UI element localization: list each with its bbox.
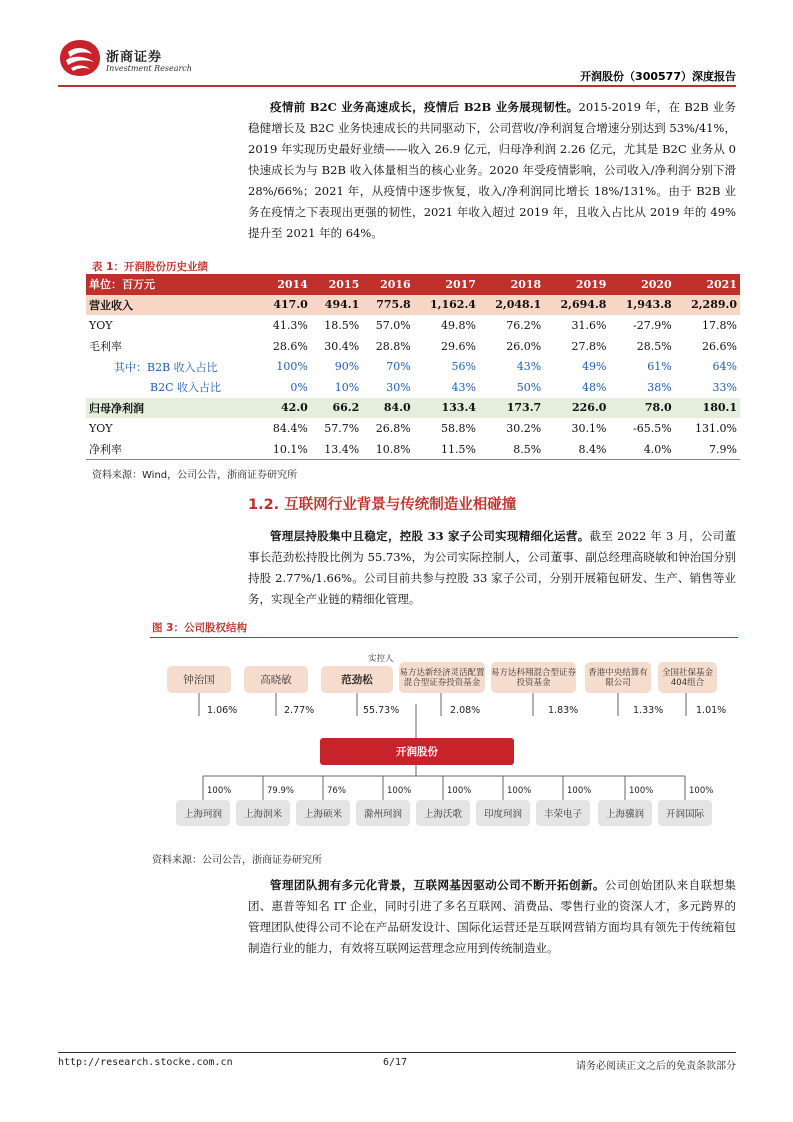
section-heading: 1.2. 互联网行业背景与传统制造业相碰撞 [248,497,517,513]
cell: 27.8% [571,339,607,353]
year-header: 2019 [544,274,609,295]
cell: 11.5% [414,439,479,460]
paragraph-management [248,875,736,959]
logo-subtext: Investment Research [106,64,192,73]
year-header: 2015 [311,274,362,295]
cell: 131.0% [695,421,737,435]
paragraph-performance [248,97,736,244]
cell: 49% [581,360,607,374]
subsidiary-box: 开润国际 [658,800,712,826]
cell: 28.5% [636,339,672,353]
year-header: 2021 [675,274,740,295]
shareholder-box: 易方达新经济灵活配置混合型证券投资基金 [399,662,485,693]
cell: 50% [516,380,542,394]
cell: 13.4% [311,439,362,460]
performance-table [86,274,740,460]
subsidiary-pct: 100% [629,786,654,796]
figure-divider [150,637,738,638]
holding-pct: 55.73% [363,705,400,716]
table-header-row [86,274,740,295]
cell: 100% [276,360,308,374]
cell: 26.6% [702,339,737,353]
cell: 38% [647,380,672,394]
subsidiary-box: 印度珂润 [476,800,530,826]
subsidiary-box: 上海珂润 [176,800,230,826]
cell: 58.8% [440,421,476,435]
cell: 18.5% [324,318,360,332]
cell: 70% [386,360,411,374]
footer-disclaimer: 请务必阅读正文之后的免责条款部分 [576,1061,736,1072]
cell: 43% [516,360,542,374]
paragraph-lead: 管理层持股集中且稳定，控股 33 家子公司实现精细化运营。 [270,529,590,543]
holding-pct: 1.83% [548,705,579,716]
logo-text: 浙商证券 [106,50,163,65]
table-row-net-profit [86,398,740,419]
footer-url[interactable]: http://research.stocke.com.cn [58,1057,233,1068]
cell: 26.8% [375,421,411,435]
cell: 28.6% [272,339,308,353]
paragraph-body: 截至 2022 年 3 月，公司董事长范劲松持股比例为 55.73%，为公司实际控制人，公司董事、副总经理高晓敏和钟治国分别持股 2.77%/1.66%。公司目前共参与控股 33 家子公司，分别开展箱包研发、生产、销售等业务，实现全产业链的精细化管理。 [248,529,736,606]
cell: -27.9% [633,318,672,332]
row-label: YOY [89,421,113,435]
subsidiary-box: 上海骥润 [598,800,652,826]
subsidiary-pct: 100% [507,786,532,796]
cell: 76.2% [506,318,542,332]
cell: 57.7% [324,421,360,435]
subsidiary-pct: 100% [387,786,412,796]
paragraph-body: 公司创始团队来自联想集团、惠普等知名 IT 企业，同时引进了多名互联网、消费品、零售行业的资深人才，多元跨界的管理团队使得公司不论在产品研发设计、国际化运营还是互联网营销方面均具有领先于传统箱包制造行业的能力，有效将互联网运营理念应用到传统制造业。 [248,878,737,955]
table-source: 资料来源：Wind，公司公告，浙商证券研究所 [92,470,298,481]
cell: 90% [334,360,360,374]
holding-pct: 2.77% [284,705,315,716]
cell: 8.5% [479,439,544,460]
cell: 33% [712,380,737,394]
table-title: 表 1：开润股份历史业绩 [92,261,208,273]
cell: 42.0 [259,398,310,419]
year-header: 2014 [259,274,310,295]
cell: 64% [712,360,737,374]
table-row-revenue [86,295,740,316]
cell: 57.0% [375,318,411,332]
unit-label: 单位：百万元 [86,274,259,295]
year-header: 2016 [362,274,413,295]
cell: 84.4% [272,421,308,435]
row-label: 净利率 [86,439,259,460]
cell: 30% [386,380,411,394]
cell: 10.1% [259,439,310,460]
subsidiary-box: 上海润米 [236,800,290,826]
cell: 30.4% [324,339,360,353]
cell: 26.0% [506,339,542,353]
cell: 133.4 [414,398,479,419]
holding-pct: 2.08% [450,705,481,716]
subsidiary-pct: 100% [689,786,714,796]
cell: 49.8% [440,318,476,332]
cell: 84.0 [362,398,413,419]
row-label: 毛利率 [89,340,122,354]
shareholder-box: 全国社保基金404组合 [658,662,717,693]
cell: 28.8% [375,339,411,353]
cell: 1,943.8 [609,295,674,316]
row-label: 归母净利润 [86,398,259,419]
table-row-gross-margin [86,336,740,357]
cell: 4.0% [609,439,674,460]
table-row-net-profit-yoy [86,418,740,439]
holding-pct: 1.06% [207,705,238,716]
cell: 61% [647,360,672,374]
cell: 30.1% [571,421,607,435]
subsidiary-pct: 100% [207,786,232,796]
cell: 66.2 [311,398,362,419]
cell: 31.6% [571,318,607,332]
paragraph-lead: 管理团队拥有多元化背景，互联网基因驱动公司不断开拓创新。 [270,878,605,892]
shareholder-box: 香港中央结算有限公司 [585,662,651,693]
cell: 29.6% [440,339,476,353]
row-label: YOY [89,318,113,332]
cell: 10.8% [362,439,413,460]
subsidiary-pct: 76% [327,786,346,796]
report-title: 开润股份（300577）深度报告 [580,70,736,83]
controller-label: 实控人 [368,654,394,664]
table-row-revenue-yoy [86,315,740,336]
header-divider [58,85,736,87]
cell: 2,048.1 [479,295,544,316]
figure-source: 资料来源：公司公告，浙商证券研究所 [152,855,322,866]
ownership-diagram [150,642,738,842]
cell: 7.9% [675,439,740,460]
subsidiary-box: 丰荣电子 [536,800,590,826]
cell: 43% [451,380,476,394]
cell: 56% [451,360,476,374]
row-label: 其中：B2B 收入占比 [114,360,218,374]
holding-pct: 1.33% [633,705,664,716]
cell: 30.2% [506,421,542,435]
cell: 17.8% [702,318,737,332]
cell: 10% [334,380,360,394]
cell: 41.3% [272,318,308,332]
table-row-net-margin [86,439,740,460]
subsidiary-pct: 79.9% [267,786,295,796]
year-header: 2020 [609,274,674,295]
cell: 2,694.8 [544,295,609,316]
figure-title: 图 3：公司股权结构 [152,622,247,634]
cell: 2,289.0 [675,295,740,316]
shareholder-box: 钟治国 [167,666,231,693]
cell: 226.0 [544,398,609,419]
cell: 173.7 [479,398,544,419]
subsidiary-box: 上海沃歌 [416,800,470,826]
cell: -65.5% [633,421,672,435]
paragraph-shareholding [248,526,736,610]
row-label: B2C 收入占比 [150,381,221,395]
page-number: 6/17 [383,1057,408,1068]
cell: 417.0 [259,295,310,316]
subsidiary-pct: 100% [567,786,592,796]
subsidiary-pct: 100% [447,786,472,796]
cell: 0% [290,380,308,394]
paragraph-lead: 疫情前 B2C 业务高速成长，疫情后 B2B 业务展现韧性。 [270,100,579,114]
company-box: 开润股份 [320,738,514,765]
cell: 78.0 [609,398,674,419]
shareholder-box: 易方达科翔混合型证券投资基金 [491,662,576,693]
table-row-b2c-share [86,377,740,398]
footer-divider [58,1052,736,1053]
cell: 775.8 [362,295,413,316]
cell: 494.1 [311,295,362,316]
shareholder-box: 高晓敏 [244,666,308,693]
row-label: 营业收入 [86,295,259,316]
cell: 1,162.4 [414,295,479,316]
cell: 8.4% [544,439,609,460]
cell: 48% [581,380,607,394]
year-header: 2018 [479,274,544,295]
year-header: 2017 [414,274,479,295]
logo-icon [58,38,102,78]
subsidiary-box: 滁州珂润 [356,800,410,826]
cell: 180.1 [675,398,740,419]
subsidiary-box: 上海硕米 [296,800,350,826]
table-row-b2b-share [86,356,740,377]
paragraph-body: 2015-2019 年，在 B2B 业务稳健增长及 B2C 业务快速成长的共同驱动下，公司营收/净利润复合增速分别达到 53%/41%，2019 年实现历史最好业绩——收入 26.9 亿元，归母净利润 2.26 亿元，尤其是 B2C 业务从 0 快速成长为与 B2B 收入体量相当的核心业务。2020 年受疫情影响，公司收入/净利润分别下滑 28%/66%；2021 年，从疫情中逐步恢复，收入/净利润同比增长 18%/131%。由于 B2B 业务在疫情之下表现出更强的韧性，2021 年收入超过 2019 年，且收入占比从 2019 年的 49%提升至 2021 年的 64%。 [248,100,736,240]
controller-box: 范劲松 [321,666,393,693]
holding-pct: 1.01% [696,705,727,716]
